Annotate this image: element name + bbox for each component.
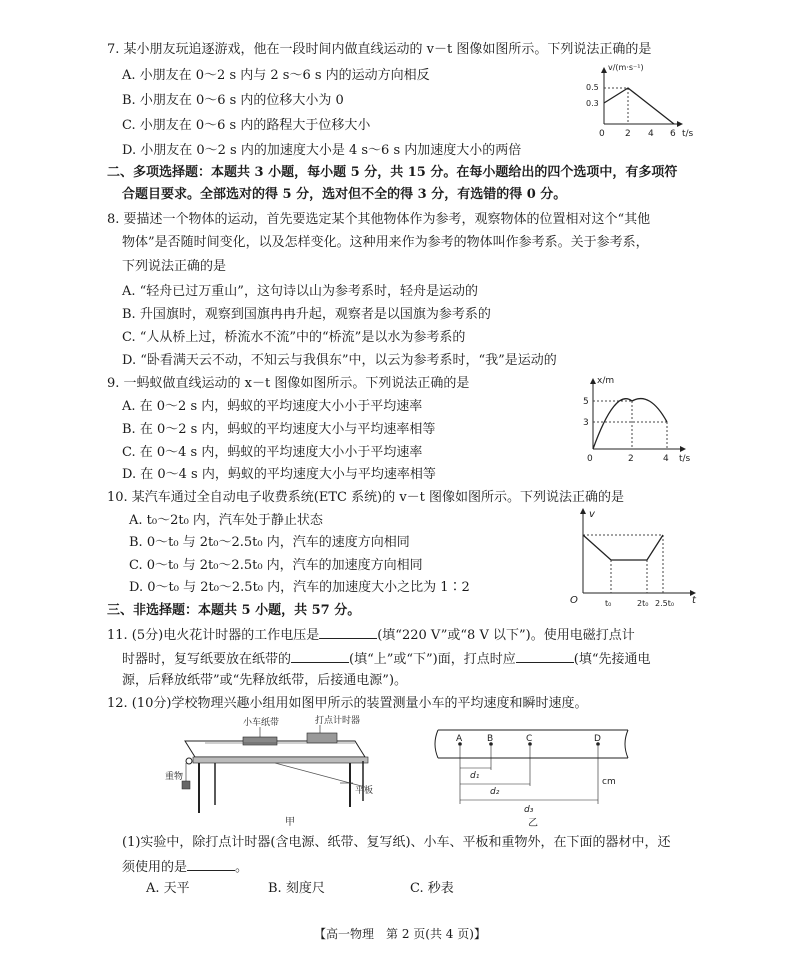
q11-text-3: 时器时，复写纸要放在纸带的: [122, 652, 292, 667]
q12-stem: 12. (10分)学校物理兴趣小组用如图甲所示的装置测量小车的平均速度和瞬时速度。: [107, 696, 588, 711]
section2-title-line1: 二、多项选择题：本题共 3 小题，每小题 5 分，共 15 分。在每小题给出的四个选项中，有多项符: [107, 165, 678, 180]
q12-blank-instrument[interactable]: [187, 857, 235, 871]
q7-option-c: C. 小朋友在 0～6 s 内的路程大于位移大小: [122, 118, 371, 133]
q9-ytick-3: 3: [583, 418, 589, 428]
q12-caption-yi: 乙: [528, 818, 538, 829]
section2-title-line2: 合题目要求。全部选对的得 5 分，选对但不全的得 3 分，有选错的得 0 分。: [122, 187, 567, 202]
q9-stem: 9. 一蚂蚁做直线运动的 x－t 图像如图所示。下列说法正确的是: [107, 376, 470, 391]
q12-choice-c: C. 秒表: [410, 881, 454, 896]
q8-option-c: C. “人从桥上过，桥流水不流”中的“桥流”是以水为参考系的: [122, 330, 466, 345]
q7-vt-line: [604, 88, 674, 124]
q9-option-b: B. 在 0～2 s 内，蚂蚁的平均速度大小与平均速率相等: [122, 422, 436, 437]
q12-d3: d₃: [524, 805, 534, 815]
q9-option-c: C. 在 0～4 s 内，蚂蚁的平均速度大小小于平均速率: [122, 445, 423, 460]
q11-text-1: 11. (5分)电火花计时器的工作电压是: [107, 628, 320, 643]
q12-sub1-line2: [122, 857, 248, 877]
q12-point-d: D: [594, 734, 601, 744]
q12-label-car: 小车纸带: [243, 718, 280, 728]
q12-caption-jia: 甲: [285, 817, 295, 828]
q12-figure-jia: [165, 713, 395, 828]
q8-option-a: A. “轻舟已过万重山”，这句诗以山为参考系时，轻舟是运动的: [122, 284, 478, 299]
page-footer: 【高一物理 第 2 页(共 4 页)】: [314, 927, 486, 941]
q12-point-a: A: [456, 734, 463, 744]
q10-xtick-t0: t₀: [605, 599, 612, 608]
q11-line3: 源，后释放纸带”或“先释放纸带，后接通电源”)。: [122, 673, 408, 688]
q7-ytick-05: 0.5: [586, 83, 599, 92]
q7-xlabel: t/s: [682, 129, 694, 139]
q12-sub1-end: 。: [235, 860, 249, 875]
q10-vt-graph: [565, 505, 705, 610]
q12-point-b: B: [487, 734, 494, 744]
q10-origin: O: [570, 595, 578, 606]
q11-text-2: (填“220 V”或“8 V 以下”)。使用电磁打点计: [377, 628, 635, 643]
q11-line1: [107, 625, 635, 645]
q7-xtick-0: 0: [599, 129, 605, 139]
q10-xtick-25t0: 2.5t₀: [655, 599, 675, 608]
q12-point-c: C: [526, 734, 533, 744]
q12-label-weight: 重物: [165, 772, 184, 782]
q8-stem-line2: 物体”是否随时间变化，以及怎样变化。这种用来作为参考的物体叫作参考系。关于参考系，: [122, 235, 649, 250]
q8-stem-line1: 8. 要描述一个物体的运动，首先要选定某个其他物体作为参考，观察物体的位置相对这个“其他: [107, 212, 651, 227]
q7-option-d: D. 小朋友在 0～2 s 内的加速度大小是 4 s～6 s 内加速度大小的两倍: [122, 143, 522, 158]
q7-option-a: A. 小朋友在 0～2 s 内与 2 s～6 s 内的运动方向相反: [122, 68, 430, 83]
q8-option-b: B. 升国旗时，观察到国旗冉冉升起，观察者是以国旗为参考系的: [122, 307, 491, 322]
q12-unit: cm: [602, 777, 616, 787]
q12-figure-yi: [430, 722, 640, 827]
q10-option-a: A. t₀～2t₀ 内，汽车处于静止状态: [129, 513, 323, 528]
q9-xt-curve: [593, 399, 667, 449]
q12-d1: d₁: [470, 771, 480, 781]
q9-xtick-0: 0: [587, 454, 593, 464]
q12-label-board: 平板: [355, 786, 374, 796]
q7-ytick-03: 0.3: [586, 99, 599, 108]
q11-line2: [122, 649, 650, 669]
q10-option-d: D. 0～t₀ 与 2t₀～2.5t₀ 内，汽车的加速度大小之比为 1∶2: [129, 580, 470, 595]
q7-xtick-4: 4: [648, 129, 654, 139]
q12-label-timer: 打点计时器: [315, 716, 361, 726]
q12-d2: d₂: [490, 787, 500, 797]
q10-ylabel: v: [589, 509, 595, 520]
q8-stem-line3: 下列说法正确的是: [122, 259, 227, 274]
q10-stem: 10. 某汽车通过全自动电子收费系统(ETC 系统)的 v－t 图像如图所示。下列说法正确的是: [107, 490, 625, 505]
q9-xtick-2: 2: [628, 454, 634, 464]
q10-vt-line: [583, 535, 663, 560]
q11-blank-voltage[interactable]: [319, 625, 377, 639]
q11-blank-order[interactable]: [516, 649, 574, 663]
q12-choice-b: B. 刻度尺: [268, 881, 325, 896]
q12-sub1-line1: (1)实验中，除打点计时器(含电源、纸带、复写纸)、小车、平板和重物外，在下面的器材中，还: [122, 835, 671, 850]
q9-option-a: A. 在 0～2 s 内，蚂蚁的平均速度大小小于平均速率: [122, 399, 423, 414]
q9-xtick-4: 4: [663, 454, 669, 464]
q7-xtick-2: 2: [625, 129, 631, 139]
q7-vt-graph: [570, 62, 710, 140]
q9-option-d: D. 在 0～4 s 内，蚂蚁的平均速度大小与平均速率相等: [122, 467, 436, 482]
q8-option-d: D. “卧看满天云不动，不知云与我俱东”中，以云为参考系时，“我”是运动的: [122, 353, 557, 368]
q10-option-c: C. 0～t₀ 与 2t₀～2.5t₀ 内，汽车的加速度方向相同: [129, 558, 423, 573]
q7-ylabel: v/(m·s⁻¹): [608, 63, 644, 72]
q12-sub1-text: 须使用的是: [122, 860, 188, 875]
q11-text-4: (填“上”或“下”)面，打点时应: [349, 652, 516, 667]
q10-option-b: B. 0～t₀ 与 2t₀～2.5t₀ 内，汽车的速度方向相同: [129, 535, 410, 550]
q9-ylabel: x/m: [597, 376, 615, 386]
q11-blank-position[interactable]: [291, 649, 349, 663]
q7-option-b: B. 小朋友在 0～6 s 内的位移大小为 0: [122, 93, 344, 108]
q10-xlabel: t: [692, 595, 696, 606]
q9-ytick-5: 5: [583, 397, 589, 407]
q7-xtick-6: 6: [670, 129, 676, 139]
q11-text-5: (填“先接通电: [573, 652, 651, 667]
q9-xlabel: t/s: [679, 454, 691, 464]
q9-xt-graph: [575, 373, 705, 463]
q7-stem: 7. 某小朋友玩追逐游戏，他在一段时间内做直线运动的 v－t 图像如图所示。下列说法正确的是: [107, 42, 652, 57]
q12-choice-a: A. 天平: [146, 881, 190, 896]
section3-title: 三、非选择题：本题共 5 小题，共 57 分。: [107, 603, 361, 618]
q10-xtick-2t0: 2t₀: [637, 599, 649, 608]
